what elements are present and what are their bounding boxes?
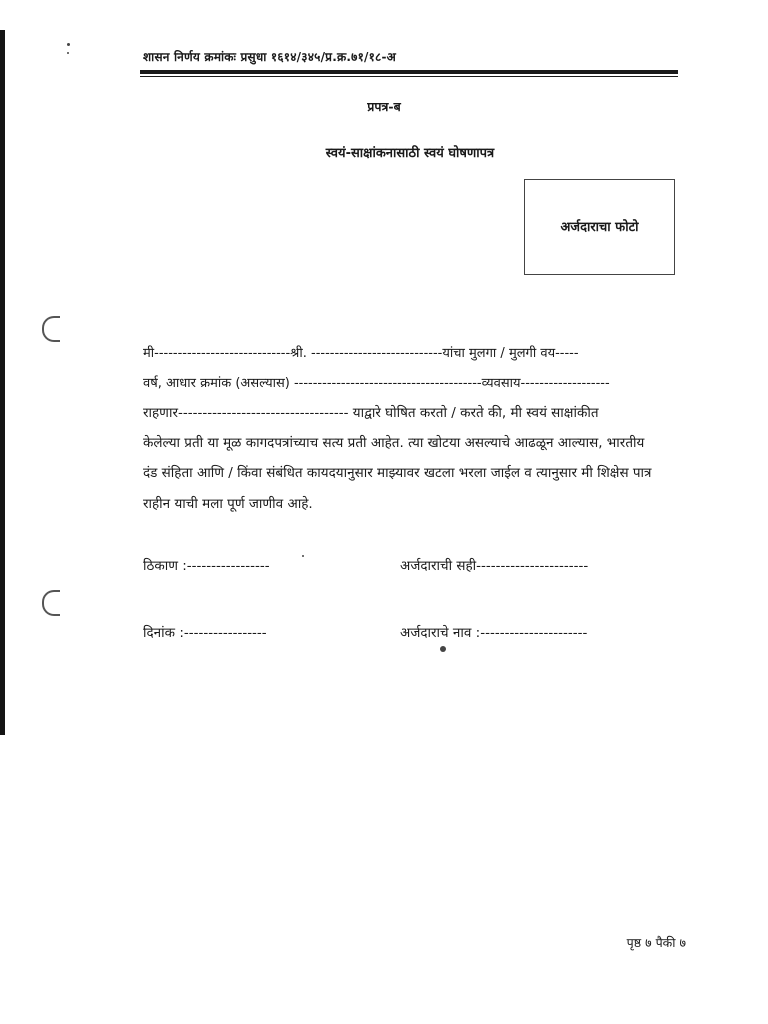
form-title: स्वयं-साक्षांकनासाठी स्वयं घोषणापत्र bbox=[325, 146, 495, 161]
applicant-photo-box bbox=[524, 179, 675, 275]
declaration-line-3: राहणार----------------------------------- याद्वारे घोषित करतो / करते की, मी स्वयं साक्षांकीत bbox=[143, 405, 599, 421]
scan-speck bbox=[67, 52, 69, 54]
government-resolution-reference: शासन निर्णय क्रमांकः प्रसुधा १६१४/३४५/प्र.क्र.७१/१८-अ bbox=[143, 50, 397, 64]
form-number: प्रपत्र-ब bbox=[367, 99, 401, 114]
photo-box-label: अर्जदाराचा फोटो bbox=[560, 220, 639, 235]
punch-hole-top bbox=[42, 316, 60, 342]
scan-speck bbox=[440, 646, 446, 652]
applicant-signature-field: अर्जदाराची सही----------------------- bbox=[400, 558, 589, 574]
declaration-line-6: राहीन याची मला पूर्ण जाणीव आहे. bbox=[143, 496, 313, 512]
declaration-line-2: वर्ष, आधार क्रमांक (असल्यास) ----------------------------------------व्यवसाय------------------- bbox=[143, 376, 610, 391]
declaration-line-4: केलेल्या प्रती या मूळ कागदपत्रांच्याच सत्य प्रती आहेत. त्या खोटया असल्याचे आढळून आल्यास, भारतीय bbox=[143, 435, 645, 451]
header-rule-thin bbox=[140, 76, 678, 77]
declaration-line-5: दंड संहिता आणि / किंवा संबंधित कायदयानुसार माझ्यावर खटला भरला जाईल व त्यानुसार मी शिक्षेस पात्र bbox=[143, 465, 652, 481]
date-field: दिनांक :----------------- bbox=[143, 625, 267, 641]
scan-edge bbox=[0, 30, 5, 735]
applicant-name-field: अर्जदाराचे नाव :---------------------- bbox=[400, 625, 588, 641]
scan-speck bbox=[67, 43, 70, 46]
header-rule bbox=[140, 70, 678, 74]
punch-hole-bottom bbox=[42, 590, 60, 616]
page-number: पृष्ठ ७ पैकी ७ bbox=[626, 935, 686, 950]
place-field: ठिकाण :----------------- bbox=[143, 558, 270, 574]
scan-speck bbox=[302, 555, 304, 557]
declaration-line-1: मी-----------------------------श्री. ----------------------------यांचा मुलगा / मुलगी वय----- bbox=[143, 346, 579, 361]
